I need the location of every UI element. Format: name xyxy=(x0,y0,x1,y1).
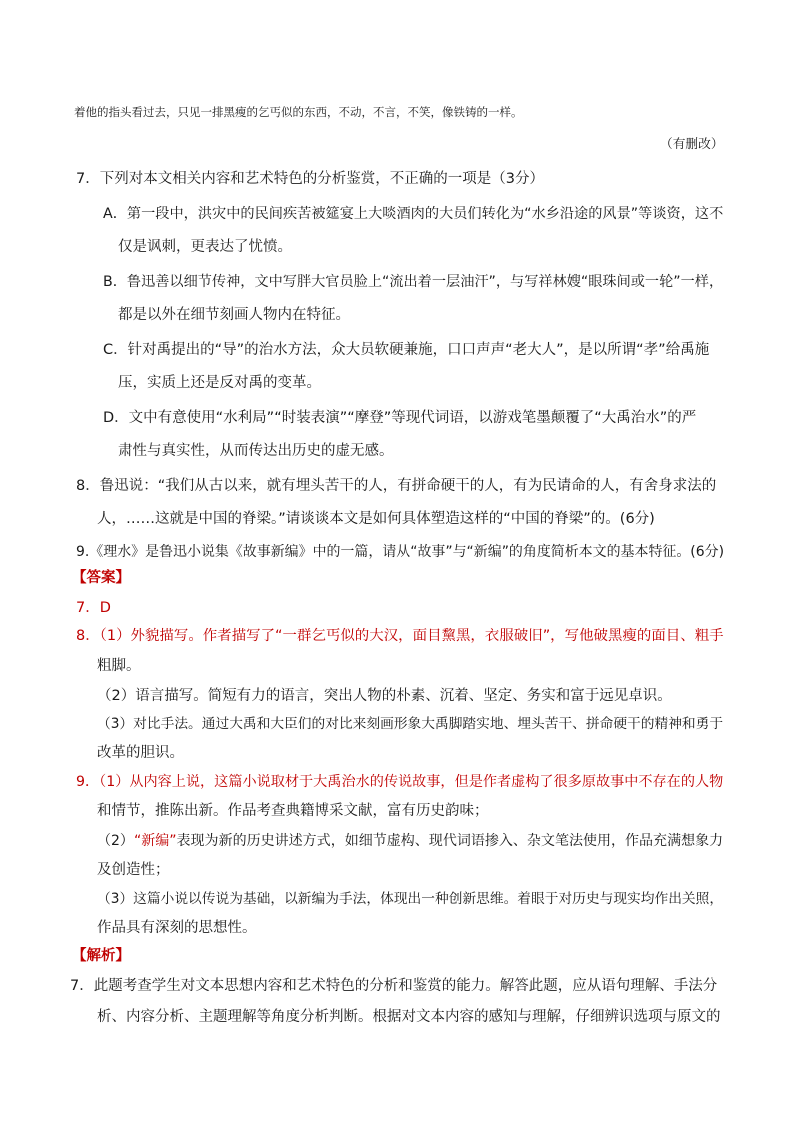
q7-option-a-cont: 仅是讽刺，更表达了忧愤。 xyxy=(118,239,292,255)
q7-option-c: C．针对禹提出的“导”的治水方法，众大员软硬兼施，口口声声“老大人”，是以所谓“孝”给禹施 xyxy=(103,342,710,358)
answer-7: 7．D xyxy=(76,600,111,616)
answer-9-p2-text: 表现为新的历史讲述方式，如细节虚构、现代词语掺入、杂文笔法使用，作品充满想象力 xyxy=(176,833,724,849)
q7-option-b-cont: 都是以外在细节刻画人物内在特征。 xyxy=(118,307,350,323)
passage-end-line: 着他的指头看过去，只见一排黑瘦的乞丐似的东西，不动，不言，不笑，像铁铸的一样。 xyxy=(74,105,523,119)
answer-9-p2-quote: “新编” xyxy=(133,833,177,849)
analysis-heading: 【解析】 xyxy=(72,948,130,964)
q8-stem: 8．鲁迅说：“我们从古以来，就有埋头苦干的人，有拼命硬干的人，有为民请命的人，有舍身求法的 xyxy=(76,478,717,494)
answer-9-p2 xyxy=(97,831,723,851)
answer-8-p2: （2）语言描写。简短有力的语言，突出人物的朴素、沉着、坚定、务实和富于远见卓识。 xyxy=(97,688,672,704)
answer-8-p3-cont: 改革的胆识。 xyxy=(97,745,184,761)
answer-8-p1-cont: 粗脚。 xyxy=(97,658,141,674)
analysis-7: 7．此题考查学生对文本思想内容和艺术特色的分析和鉴赏的能力。解答此题，应从语句理解、手法分 xyxy=(70,978,718,994)
answer-9-p1-cont: 和情节，推陈出新。作品考查典籍博采文献，富有历史韵味； xyxy=(97,803,489,819)
answer-9-p3-cont: 作品具有深刻的思想性。 xyxy=(97,920,257,936)
passage-note: （有删改） xyxy=(660,136,724,151)
q7-option-a: A．第一段中，洪灾中的民间疾苦被筵宴上大啖酒肉的大员们转化为“水乡沿途的风景”等谈资，这不 xyxy=(103,206,724,222)
answer-9-p2-number: （2） xyxy=(97,833,134,849)
q7-option-c-cont: 压，实质上还是反对禹的变革。 xyxy=(118,375,321,391)
q7-stem: 7．下列对本文相关内容和艺术特色的分析鉴赏，不正确的一项是（3分） xyxy=(76,171,544,187)
answer-8-p3: （3）对比手法。通过大禹和大臣们的对比来刻画形象大禹脚踏实地、埋头苦干、拼命硬干的精神和勇于 xyxy=(97,716,724,732)
answer-9-p2-cont: 及创造性； xyxy=(97,862,170,878)
answer-9-p3: （3）这篇小说以传说为基础，以新编为手法，体现出一种创新思维。着眼于对历史与现实均作出关照， xyxy=(97,891,724,907)
answer-8-p1: 8．（1）外貌描写。作者描写了“一群乞丐似的大汉，面目黧黑，衣服破旧”，写他破黑瘦的面目、粗手 xyxy=(76,628,724,644)
q8-stem-cont: 人，……这就是中国的脊梁。”请谈谈本文是如何具体塑造这样的“中国的脊梁”的。(6分) xyxy=(97,511,655,527)
analysis-7-cont: 析、内容分析、主题理解等角度分析判断。根据对文本内容的感知与理解，仔细辨识选项与原文的 xyxy=(97,1009,721,1025)
q7-option-b: B．鲁迅善以细节传神，文中写胖大官员脸上“流出着一层油汗”，与写祥林嫂“眼珠间或一轮”一样， xyxy=(103,274,724,290)
q7-option-d-cont: 肃性与真实性，从而传达出历史的虚无感。 xyxy=(118,443,394,459)
answer-9-p1: 9．（1）从内容上说，这篇小说取材于大禹治水的传说故事，但是作者虚构了很多原故事中不存在的人物 xyxy=(76,774,724,790)
q9-stem: 9.《理水》是鲁迅小说集《故事新编》中的一篇，请从“故事”与“新编”的角度简析本文的基本特征。(6分) xyxy=(76,544,725,560)
q7-option-d: D．文中有意使用“水利局”“时装表演”“摩登”等现代词语，以游戏笔墨颠覆了“大禹治水”的严 xyxy=(103,410,697,426)
answer-heading: 【答案】 xyxy=(72,570,130,586)
